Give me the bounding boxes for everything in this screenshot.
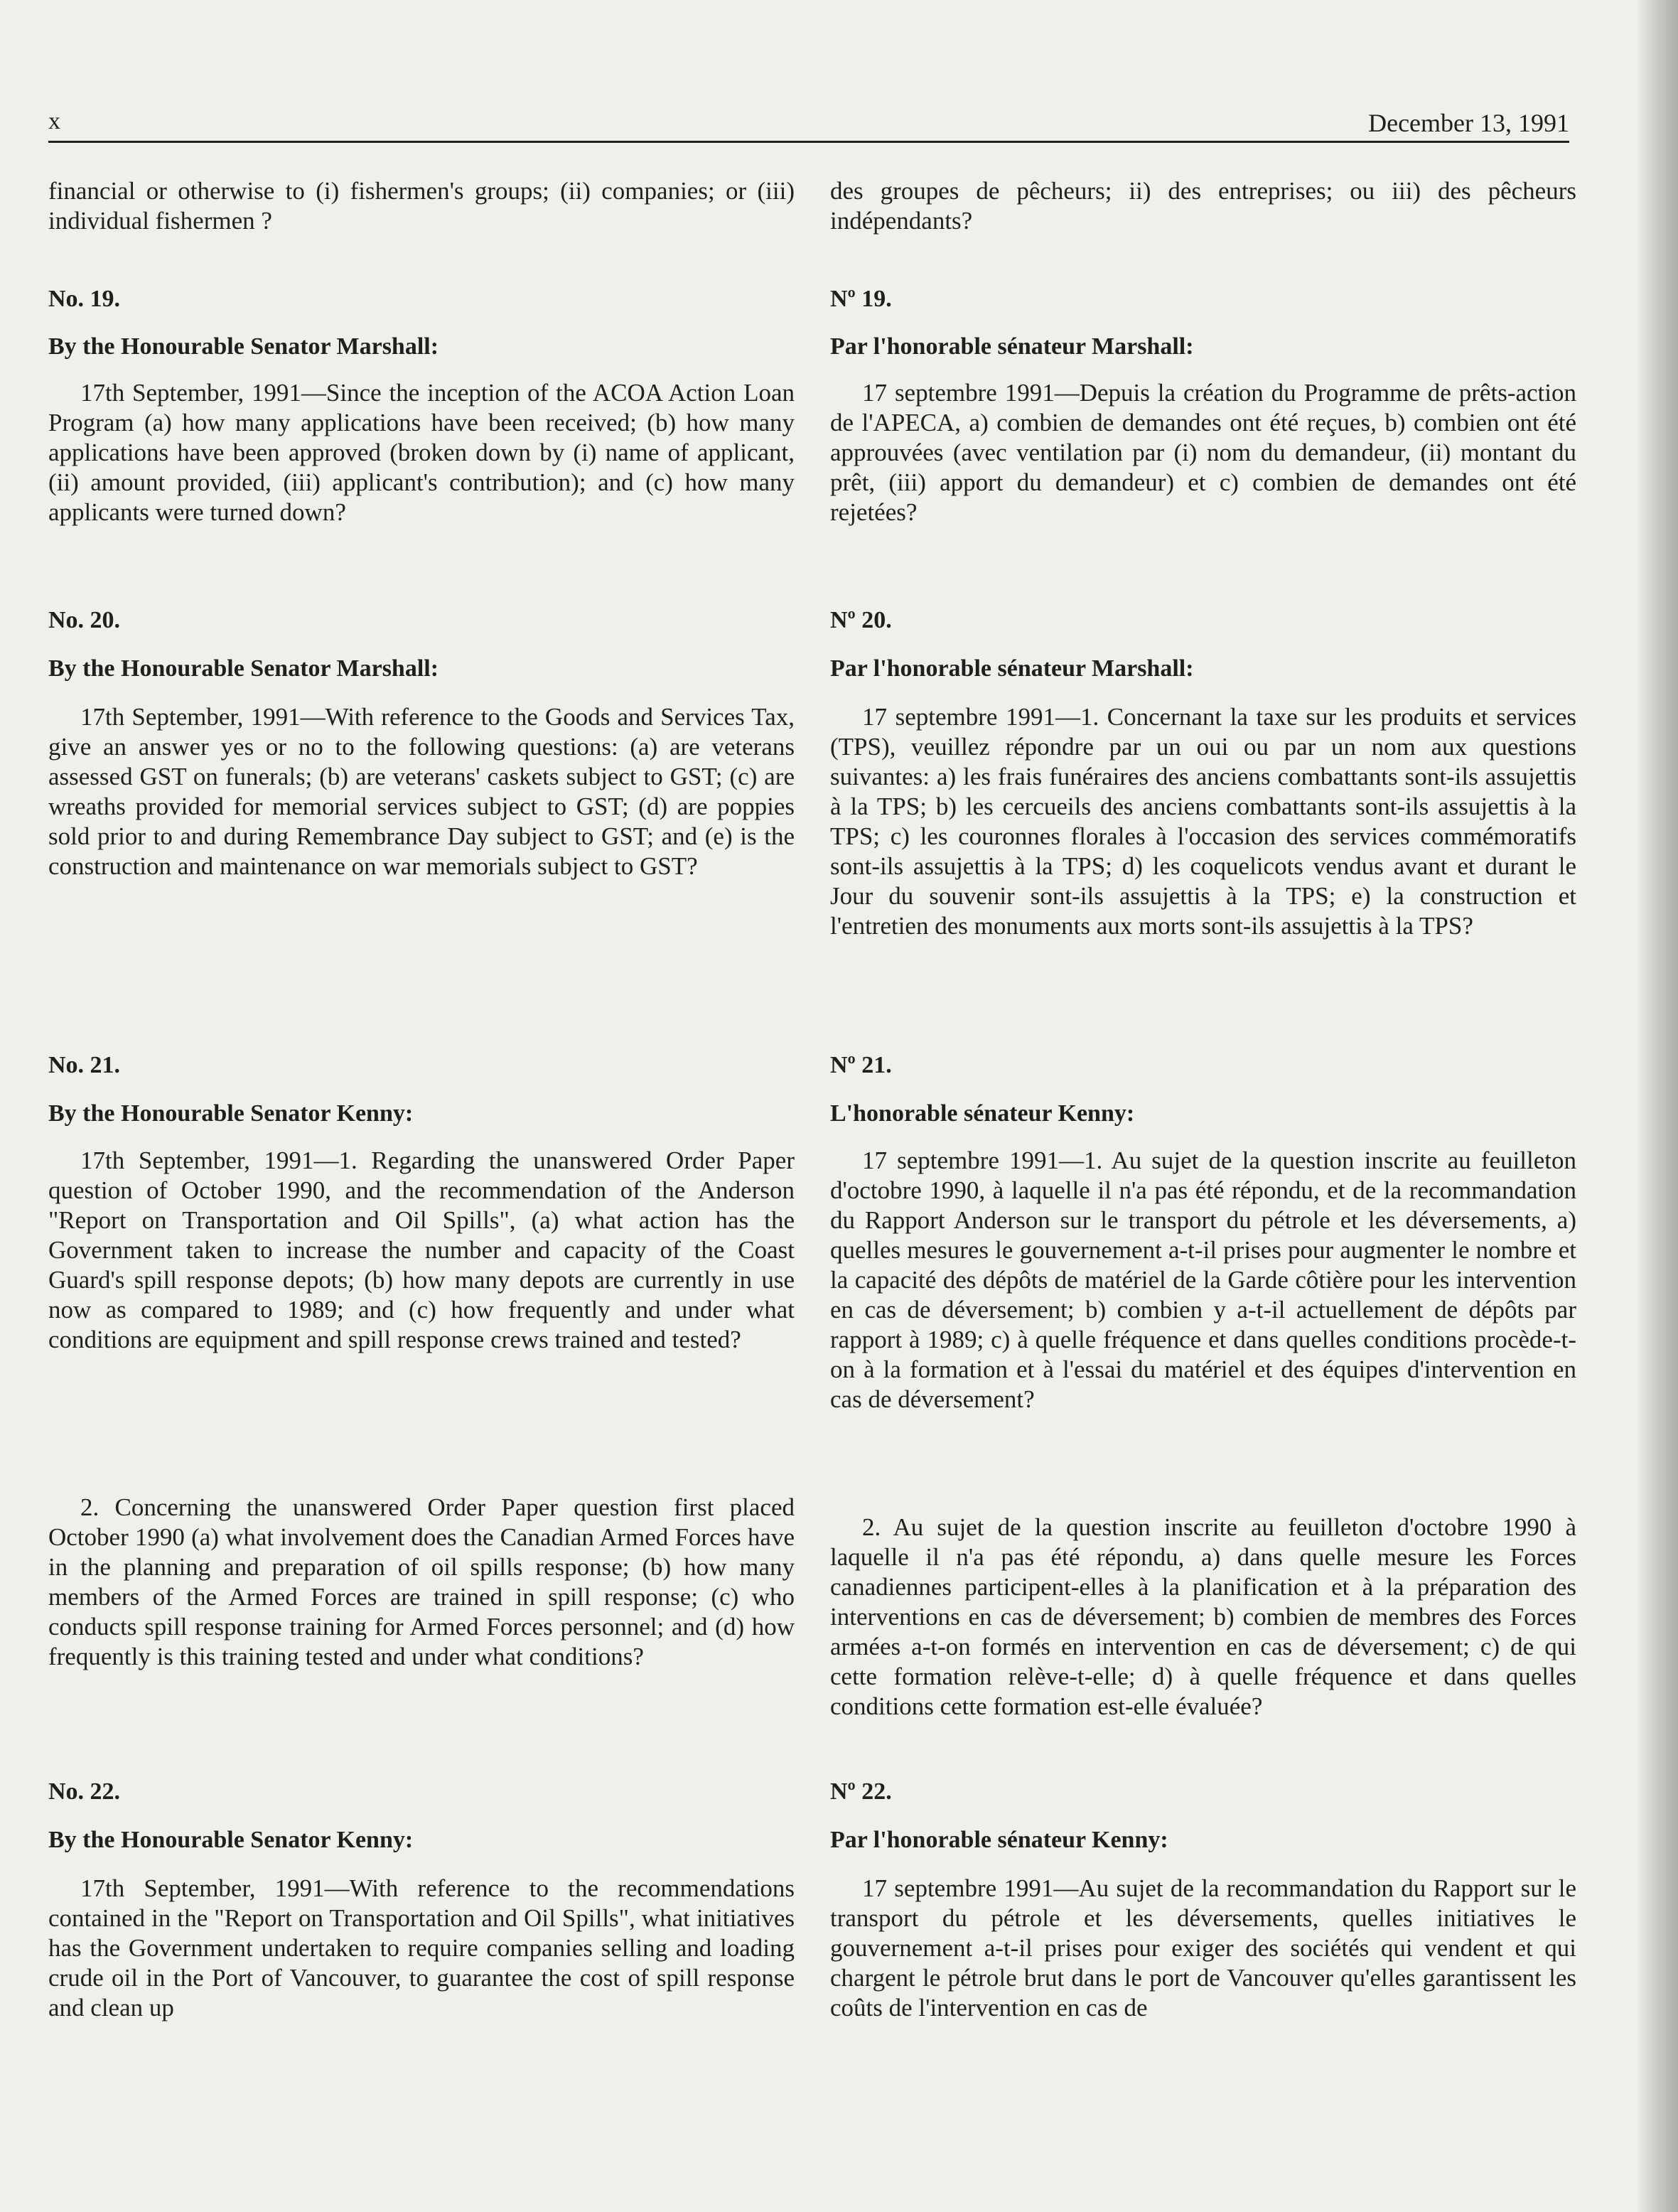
question-text: 17th September, 1991—With reference to the Goods and Services Tax, give an answer yes or no to the following questions: (a) are veterans assessed GST on funerals; (b) are veterans' caskets subject to GST; (c) are wreaths provided for memorial services subject to GST; (d) are poppies sold prior to and during Remembrance Day subject to GST; and (e) is the construction and maintenance on war memorials subject to GST? [48,703,795,880]
question-21-body-2 [830,1513,1576,1722]
question-21 [48,1051,795,1080]
question-number: No. 21. [48,1052,121,1078]
question-text: 2. Concerning the unanswered Order Paper question first placed October 1990 (a) what involvement does the Canadian Armed Forces have in the planning and preparation of oil spills response; (b) how many members of the Armed Forces are trained in spill response; (c) who conducts spill response training for Armed Forces personnel; and (d) how frequently is this training tested and under what conditions? [48,1493,795,1670]
question-22-body [48,1874,795,2023]
intro-paragraph [830,176,1576,236]
question-author: Par l'honorable sénateur Kenny: [830,1827,1168,1853]
question-author: Par l'honorable sénateur Marshall: [830,655,1194,682]
question-text: 17th September, 1991—Since the inception of the ACOA Action Loan Program (a) how many applications have been received; (b) how many applications have been approved (broken down by (i) name of applicant, (ii) amount provided, (iii) applicant's contribution); and (c) how many applicants were turned down? [48,379,795,526]
page-number: x [48,108,60,134]
question-22 [48,1777,795,1807]
question-text: 17 septembre 1991—1. Au sujet de la question inscrite au feuilleton d'octobre 1990, à laquelle il n'a pas été répondu, et de la recommandation du Rapport Anderson sur le transport du pétrole et les déversements, a) quelles mesures le gouvernement a-t-il prises pour augmenter le nombre et la capacité des dépôts de matériel de la Garde côtière pour les intervention en cas de déversement; b) combien y a-t-il actuellement de dépôts par rapport à 1989; c) à quelle fréquence et dans quelles conditions procède-t-on à la formation et à l'essai du matériel et des équipes d'intervention en cas de déversement? [830,1147,1576,1413]
header-date: December 13, 1991 [1368,109,1569,137]
question-text: 17th September, 1991—With reference to the recommendations contained in the "Report on Transportation and Oil Spills", what initiatives has the Government undertaken to require companies selling and loading crude oil in the Port of Vancouver, to guarantee the cost of spill response and clean up [48,1874,795,2022]
question-20-by [48,654,795,684]
question-22 [830,1777,1576,1807]
question-number: No. 20. [48,607,121,633]
question-21-body-1 [830,1146,1576,1414]
question-number: No. 22. [48,1778,121,1805]
question-19-by [830,332,1576,362]
question-number: Nº 19. [830,286,892,312]
question-author: By the Honourable Senator Marshall: [48,655,439,682]
intro-text: financial or otherwise to (i) fishermen's groups; (ii) companies; or (iii) individual fishermen ? [48,177,795,235]
question-21-body-1 [48,1146,795,1355]
question-21-by [830,1099,1576,1129]
question-author: Par l'honorable sénateur Marshall: [830,333,1194,360]
question-number: Nº 21. [830,1052,892,1078]
question-text: 17th September, 1991—1. Regarding the unanswered Order Paper question of October 1990, and the recommendation of the Anderson "Report on Transportation and Oil Spills", (a) what action has the Government taken to increase the number and capacity of the Coast Guard's spill response depots; (b) how many depots are currently in use now as compared to 1989; and (c) how frequently and under what conditions are equipment and spill response crews trained and tested? [48,1147,795,1353]
question-20-body [48,702,795,881]
question-text: 17 septembre 1991—Depuis la création du Programme de prêts-action de l'APECA, a) combien de demandes ont été reçues, b) combien ont été approuvées (avec ventilation par (i) nom du demandeur, (ii) montant du prêt, (iii) apport du demandeur) et c) combien de demandes ont été rejetées? [830,379,1576,526]
question-21-body-2 [48,1493,795,1672]
question-number: No. 19. [48,286,121,312]
question-19-body [48,378,795,527]
header-rule [48,141,1569,143]
question-20 [48,606,795,635]
question-author: By the Honourable Senator Kenny: [48,1100,414,1127]
question-19 [830,284,1576,314]
question-number: Nº 20. [830,607,892,633]
question-21 [830,1051,1576,1080]
question-20-by [830,654,1576,684]
question-author: By the Honourable Senator Kenny: [48,1827,414,1853]
page-header [48,108,1569,144]
intro-text: des groupes de pêcheurs; ii) des entreprises; ou iii) des pêcheurs indépendants? [830,177,1576,235]
question-author: L'honorable sénateur Kenny: [830,1100,1135,1127]
question-number: Nº 22. [830,1778,892,1805]
intro-paragraph [48,176,795,236]
question-22-body [830,1874,1576,2023]
question-22-by [830,1825,1576,1855]
page-edge-shadow [1635,0,1678,2212]
question-author: By the Honourable Senator Marshall: [48,333,439,360]
question-text: 17 septembre 1991—Au sujet de la recommandation du Rapport sur le transport du pétrole et les déversements, quelles initiatives le gouvernement a-t-il prises pour exiger des sociétés qui vendent et qui chargent le pétrole brut dans le port de Vancouver qu'elles garantissent les coûts de l'intervention en cas de [830,1874,1576,2022]
question-text: 2. Au sujet de la question inscrite au feuilleton d'octobre 1990 à laquelle il n'a pas été répondu, a) dans quelle mesure les Forces canadiennes participent-elles à la planification et à la préparation des interventions en cas de déversement; b) combien de membres des Forces armées a-t-on formés en intervention en cas de déversement; c) de qui cette formation relève-t-elle; d) à quelle fréquence et dans quelles conditions cette formation est-elle évaluée? [830,1513,1576,1720]
question-20-body [830,702,1576,941]
question-19-by [48,332,795,362]
question-21-by [48,1099,795,1129]
question-20 [830,606,1576,635]
question-text: 17 septembre 1991—1. Concernant la taxe sur les produits et services (TPS), veuillez répondre par un oui ou par un nom aux questions suivantes: a) les frais funéraires des anciens combattants sont-ils assujettis à la TPS; b) les cercueils des anciens combattants sont-ils assujettis à la TPS; c) les couronnes florales à l'occasion des services commémoratifs sont-ils assujettis à la TPS; d) les coquelicots vendus avant et durant le Jour du souvenir sont-ils assujettis à la TPS; e) la construction et l'entretien des monuments aux morts sont-ils assujettis à la TPS? [830,703,1576,940]
question-19-body [830,378,1576,527]
question-19 [48,284,795,314]
question-22-by [48,1825,795,1855]
